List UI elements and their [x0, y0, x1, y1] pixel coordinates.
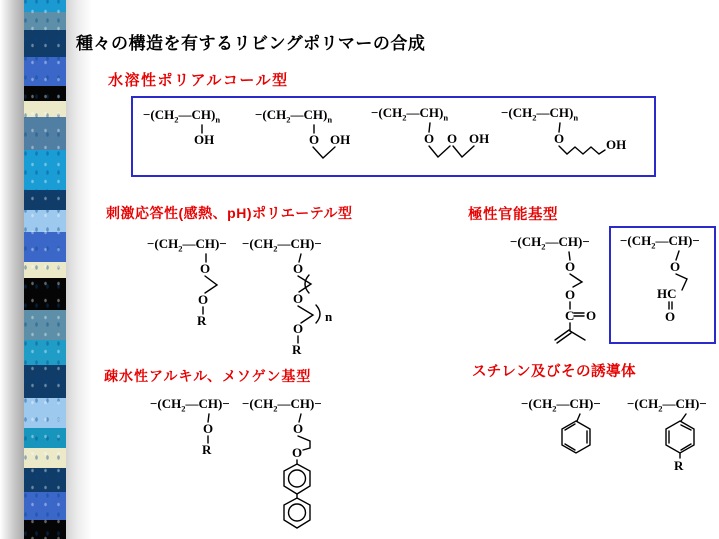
band-segment	[24, 232, 66, 262]
atom-o: O	[565, 259, 576, 274]
backbone-formula: $-(CH_2—CH)-$	[510, 234, 590, 252]
band-segment	[24, 468, 66, 492]
band-segment	[24, 365, 66, 398]
bond-diagram	[240, 393, 350, 539]
benzene-ring	[666, 421, 694, 453]
bond-lines	[559, 123, 605, 154]
structure-alkoxyethyl-ether	[145, 233, 245, 333]
page-title: 種々の構造を有するリビングポリマーの合成	[76, 34, 426, 53]
atom-oh: OH	[194, 132, 215, 147]
structure-pvoh	[140, 104, 250, 164]
atom-o: O	[424, 131, 435, 146]
atom-oh: OH	[330, 132, 351, 147]
atom-o: O	[198, 292, 209, 307]
kekule-double-bonds	[565, 424, 587, 450]
bond-diagram	[505, 231, 605, 351]
structure-hydroxyethyl-ether	[253, 104, 368, 168]
aromatic-circle	[289, 504, 306, 521]
structure-diethylene-glycol	[368, 102, 503, 166]
atom-o: O	[554, 131, 565, 146]
structure-alkyl-ether	[150, 393, 245, 463]
backbone-formula: $-(CH_2—CH)_n$	[371, 105, 449, 123]
atom-o: O	[292, 445, 303, 460]
atom-o: O	[203, 421, 214, 436]
atom-hc: HC	[657, 286, 677, 301]
structure-para-substituted-styrene	[622, 393, 719, 483]
band-segment	[24, 310, 66, 340]
band-segment	[24, 86, 66, 101]
heading-polar-functional: 極性官能基型	[468, 207, 558, 223]
atom-r: R	[674, 458, 684, 473]
atom-o: O	[665, 309, 676, 324]
atom-o: O	[293, 291, 304, 306]
backbone-formula: $-(CH_2—CH)-$	[627, 396, 707, 414]
heading-hydrophobic-mesogen: 疎水性アルキル、メソゲン基型	[104, 368, 312, 384]
atom-c: C	[565, 308, 575, 323]
atom-o: O	[293, 421, 304, 436]
band-segment	[24, 428, 66, 448]
band-segment	[24, 262, 66, 278]
atom-o: O	[565, 287, 576, 302]
structure-biphenyl-mesogen	[240, 393, 350, 539]
backbone-formula: $-(CH_2—CH)-$	[521, 396, 601, 414]
atom-oh: OH	[469, 131, 490, 146]
band-segment	[24, 398, 66, 428]
band-segment	[24, 0, 66, 12]
band-segment	[24, 210, 66, 232]
band-segment	[24, 278, 66, 310]
band-segment	[24, 12, 66, 30]
heading-water-soluble: 水溶性ポリアルコール型	[108, 72, 289, 89]
structure-hydroxybutyl	[498, 102, 648, 166]
aromatic-circle	[289, 470, 306, 487]
backbone-formula: $-(CH_2—CH)-$	[242, 236, 322, 254]
band-segment	[24, 340, 66, 365]
heading-styrene-derivatives: スチレン及びその誘導体	[472, 364, 637, 380]
band-segment	[24, 448, 66, 468]
backbone-formula: $-(CH_2—CH)_n$	[255, 107, 333, 125]
backbone-formula: $-(CH_2—CH)-$	[242, 396, 322, 414]
structure-methacrylate	[505, 231, 605, 351]
band-segment	[24, 190, 66, 210]
atom-o: O	[293, 321, 304, 336]
benzene-ring	[562, 421, 590, 453]
backbone-formula: $-(CH_2—CH)_n$	[501, 105, 579, 123]
band-segment	[24, 150, 66, 190]
atom-r: R	[202, 442, 212, 457]
atom-o: O	[309, 132, 320, 147]
kekule-double-bonds	[669, 425, 691, 450]
atom-o: O	[200, 261, 211, 276]
band-segment	[24, 101, 66, 117]
atom-r: R	[292, 342, 302, 357]
benzene-ring	[284, 464, 310, 494]
backbone-formula: $-(CH_2—CH)-$	[150, 396, 230, 414]
band-segment	[24, 57, 66, 86]
structure-oligoether-repeat	[242, 233, 347, 358]
repeat-subscript-n: n	[325, 309, 333, 324]
structure-aldehyde	[612, 229, 712, 334]
backbone-formula: $-(CH_2—CH)-$	[620, 233, 700, 251]
band-segment	[24, 30, 66, 57]
band-segment	[24, 492, 66, 520]
atom-r: R	[197, 313, 207, 328]
atom-o: O	[670, 259, 681, 274]
band-segment	[24, 520, 66, 539]
backbone-formula: $-(CH_2—CH)_n$	[143, 107, 221, 125]
atom-o: O	[447, 131, 458, 146]
atom-o: O	[293, 261, 304, 276]
benzene-ring	[284, 498, 310, 528]
band-segment	[24, 117, 66, 150]
atom-o: O	[586, 308, 597, 323]
heading-stimuli-responsive: 刺激応答性(感熱、pH)ポリエーテル型	[106, 205, 353, 221]
bond-lines	[577, 414, 580, 421]
decorative-band	[24, 0, 66, 539]
atom-oh: OH	[606, 137, 627, 152]
backbone-formula: $-(CH_2—CH)-$	[147, 236, 227, 254]
structure-styrene	[516, 393, 616, 468]
